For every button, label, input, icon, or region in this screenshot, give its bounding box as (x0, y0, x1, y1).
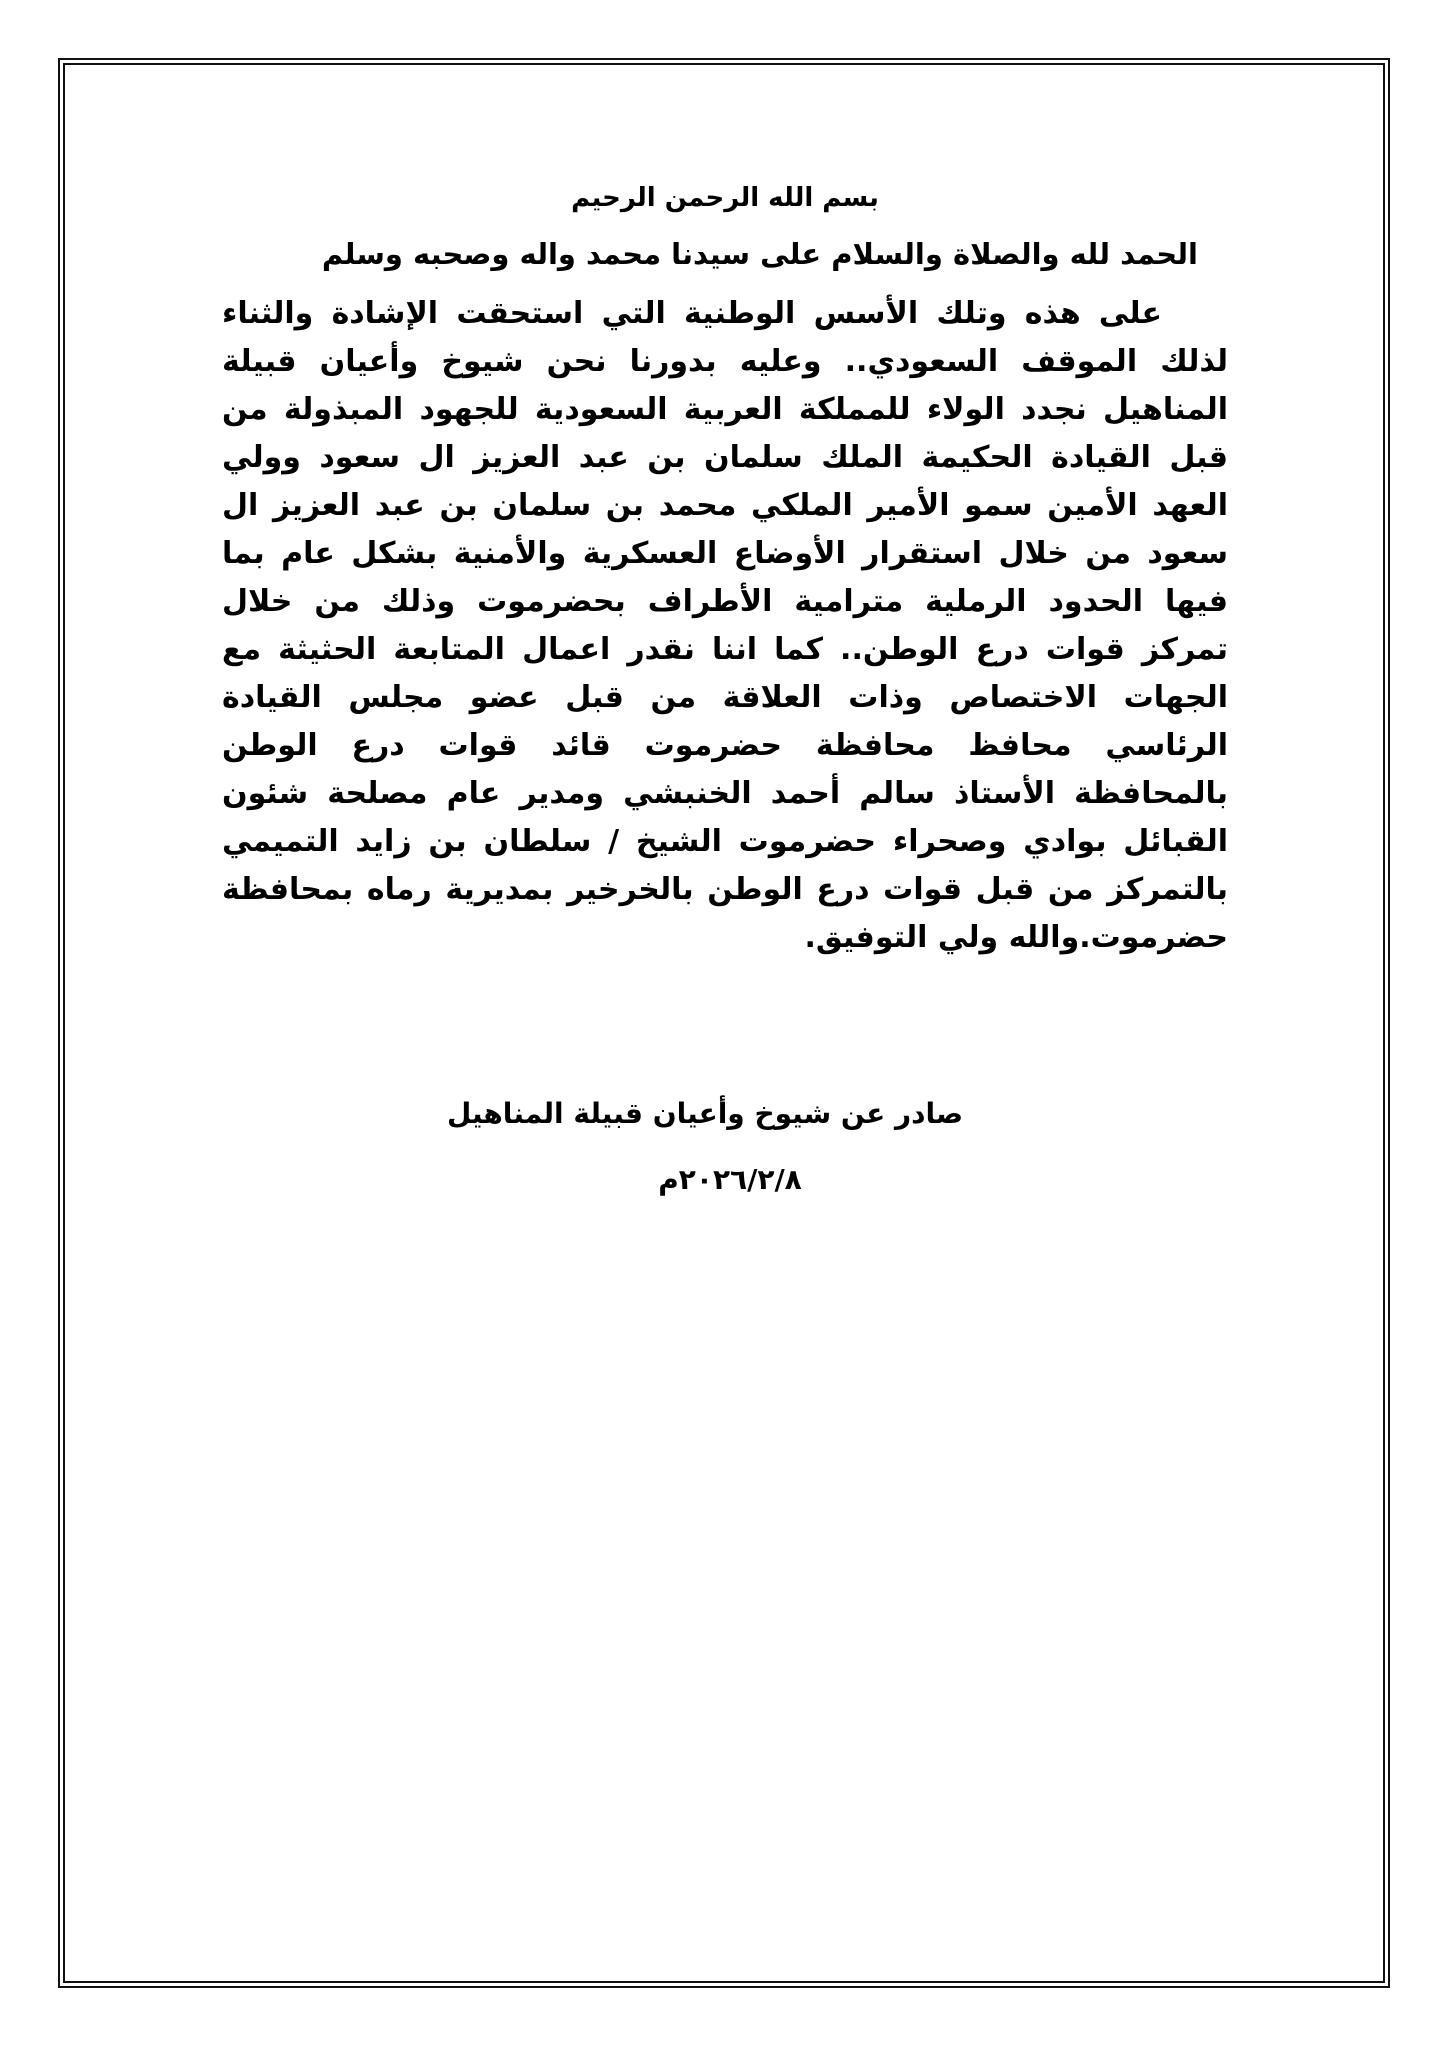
issue-date: ٢٠٢٦/٢/٨م (658, 1163, 802, 1196)
opening-line: الحمد لله والصلاة والسلام على سيدنا محمد واله وصحبه وسلم (321, 237, 1198, 271)
signoff-block (222, 1092, 1228, 1202)
issuer-line: صادر عن شيوخ وأعيان قبيلة المناهيل (446, 1097, 964, 1130)
statement-paragraph: على هذه وتلك الأسس الوطنية التي استحقت الإشادة والثناء لذلك الموقف السعودي.. وعليه بدورنا نحن شيوخ وأعيان قبيلة المناهيل نجدد الولاء للمملكة العربية السعودية للجهود المبذولة من قبل القيادة الحكيمة الملك سلمان بن عبد العزيز ال سعود وولي العهد الأمين سمو الأمير الملكي محمد بن سلمان بن عبد العزيز ال سعود من خلال استقرار الأوضاع العسكرية والأمنية بشكل عام بما فيها الحدود الرملية مترامية الأطراف بحضرموت وذلك من خلال تمركز قوات درع الوطن.. كما اننا نقدر اعمال المتابعة الحثيثة مع الجهات الاختصاص وذات العلاقة من قبل عضو مجلس القيادة الرئاسي محافظ محافظة حضرموت قائد قوات درع الوطن بالمحافظة الأستاذ سالم أحمد الخنبشي ومدير عام مصلحة شئون القبائل بوادي وصحراء حضرموت الشيخ / سلطان بن زايد التميمي بالتمركز من قبل قوات درع الوطن بالخرخير بمديرية رماه بمحافظة حضرموت.والله ولي التوفيق. (222, 296, 1228, 955)
basmala-heading: بسم الله الرحمن الرحيم (571, 183, 879, 213)
document-body (222, 178, 1228, 1202)
